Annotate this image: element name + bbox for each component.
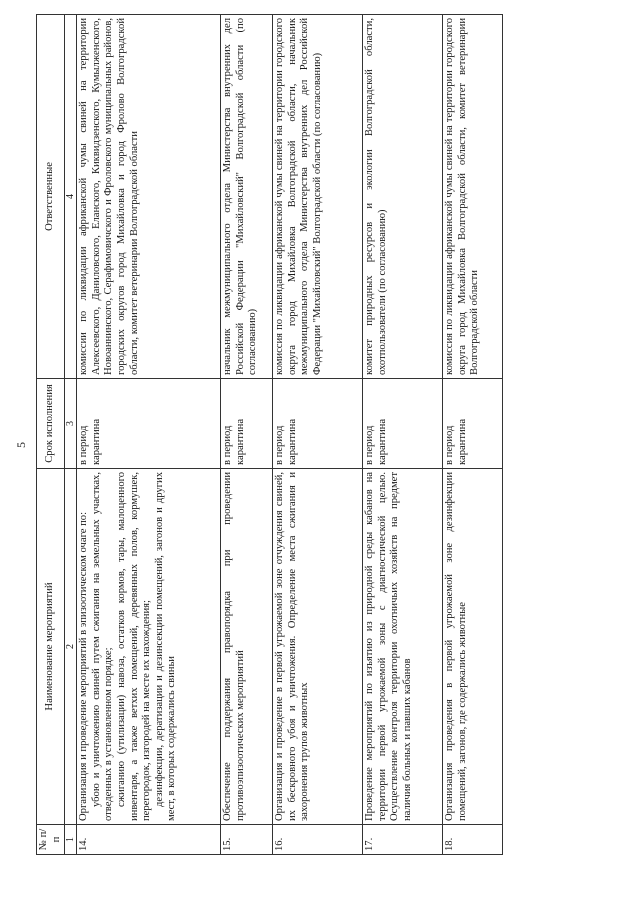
table-row bbox=[273, 15, 363, 855]
row-number: 17. bbox=[363, 825, 443, 855]
table-column-numbers-row bbox=[65, 15, 77, 855]
measure-name: Организация и проведение в первой угрожаемой зоне отчуждения свиней, их бескровного убоя и уничтожения. Определение места сжигания и захоронения трупов животных bbox=[273, 469, 363, 825]
table-header-row bbox=[37, 15, 65, 855]
column-number: 4 bbox=[65, 15, 77, 379]
measure-name-part: сжиганию (утилизации) навоза, остатков кормов, тары, малоценного инвентаря, а также ветхих помещений, деревянных полов, кормушек, перегородок, изгородей на месте их нахождения; bbox=[115, 472, 153, 821]
measure-name-part: убою и уничтожению свиней путем сжигания на земельных участках, отведенных в установленном порядке; bbox=[90, 472, 115, 821]
table-row bbox=[221, 15, 273, 855]
responsible: начальник межмуниципального отдела Министерства внутренних дел Российской Федерации "Михайловский" Волгоградской области (по согласованию) bbox=[221, 15, 273, 379]
responsible: комиссии по ликвидации африканской чумы свиней на территории Алексеевского, Даниловского, Еланского, Киквидзенского, Кумылженского, Новоаннинского, Серафимовичского и Фроловского муниципальных районов, городских округов город Михайловка и город Фролово Волгоградской области, комитет ветеринарии Волгоградской области bbox=[77, 15, 221, 379]
measure-name: Организация проведения в первой угрожаемой зоне дезинфекции помещений, загонов, где содержались животные bbox=[443, 469, 503, 825]
measures-table bbox=[36, 14, 503, 855]
measure-name: Обеспечение поддержания правопорядка при проведении противоэпизоотических мероприятий bbox=[221, 469, 273, 825]
column-number: 2 bbox=[65, 469, 77, 825]
row-number: 18. bbox=[443, 825, 503, 855]
row-number: 14. bbox=[77, 825, 221, 855]
header-responsible: Ответственные bbox=[37, 15, 65, 379]
column-number: 3 bbox=[65, 379, 77, 469]
term: в период карантина bbox=[77, 379, 221, 469]
measure-name: Проведение мероприятий по изъятию из природной среды кабанов на территории первой угрожаемой зоны с диагностической целью. Осуществление контроля территории охотничьих хозяйств на предмет наличия больных и павших кабанов bbox=[363, 469, 443, 825]
table-row bbox=[443, 15, 503, 855]
header-name: Наименование мероприятий bbox=[37, 469, 65, 825]
responsible: комитет природных ресурсов и экологии Волгоградской области, охотпользователи (по согласованию) bbox=[363, 15, 443, 379]
responsible: комиссия по ликвидации африканской чумы свиней на территории городского округа город Михайловка Волгоградской области, комитет ветеринарии Волгоградской области bbox=[443, 15, 503, 379]
table-row bbox=[77, 15, 221, 855]
term: в период карантина bbox=[363, 379, 443, 469]
measure-name-part: дезинфекции, дератизации и дезинсекции помещений, загонов и других мест, в которых содержались свиньи bbox=[153, 472, 178, 821]
row-number: 16. bbox=[273, 825, 363, 855]
row-number: 15. bbox=[221, 825, 273, 855]
column-number: 1 bbox=[65, 825, 77, 855]
page-number: 5 bbox=[14, 442, 28, 448]
term: в период карантина bbox=[273, 379, 363, 469]
responsible: комиссия по ликвидации африканской чумы свиней на территории городского округа город Михайловка Волгоградской области, начальник межмуниципального отдела Министерства внутренних дел Российской Федерации "Михайловский" Волгоградской области (по согласованию) bbox=[273, 15, 363, 379]
header-num: № п/п bbox=[37, 825, 65, 855]
measure-name-part: Организация и проведение мероприятий в эпизоотическом очаге по: bbox=[78, 511, 90, 821]
table-row bbox=[363, 15, 443, 855]
term: в период карантина bbox=[443, 379, 503, 469]
header-term: Срок исполнения bbox=[37, 379, 65, 469]
term: в период карантина bbox=[221, 379, 273, 469]
measure-name bbox=[77, 469, 221, 825]
